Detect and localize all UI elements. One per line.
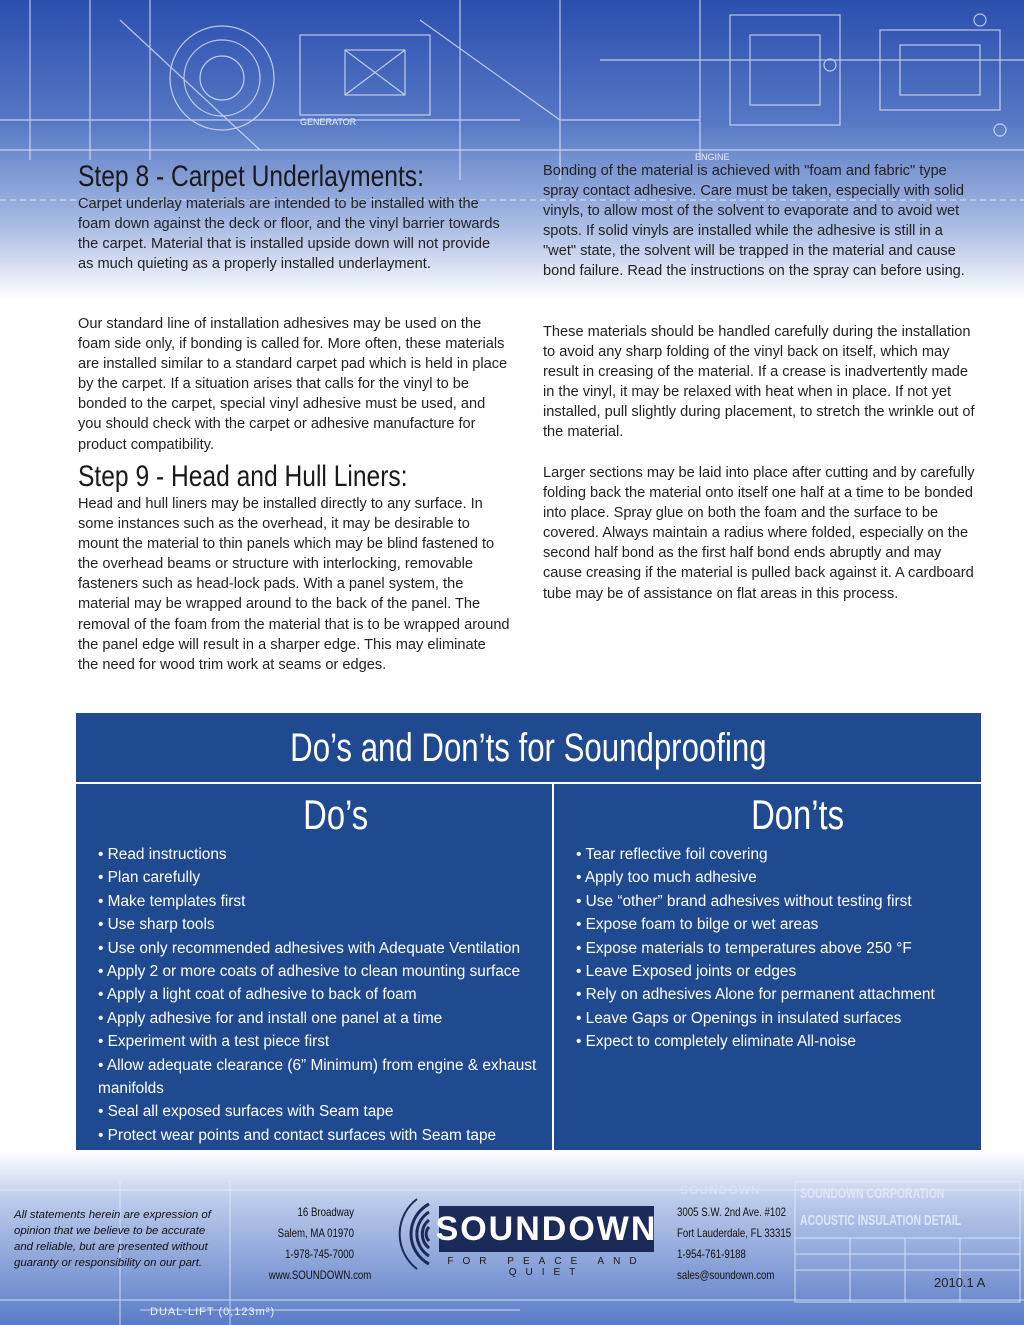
- dos-list-item: • Protect wear points and contact surfaces with Seam tape: [98, 1124, 538, 1147]
- donts-list-item: • Expose materials to temperatures above 250 °F: [576, 937, 971, 960]
- dos-list-item: • Use sharp tools: [98, 913, 538, 936]
- blueprint-detail-title: ACOUSTIC INSULATION DETAIL: [800, 1212, 962, 1229]
- soundown-logo: [361, 1194, 661, 1278]
- engine-label: ENGINE: [695, 152, 730, 162]
- salem-address: [250, 1202, 372, 1286]
- disclaimer: All statements herein are expression of opinion that we believe to be accurate and reliable, but are presented without guaranty or responsibility on our part.: [14, 1209, 211, 1269]
- donts-list-item: • Apply too much adhesive: [576, 866, 971, 889]
- blueprint-corporation: SOUNDOWN CORPORATION: [800, 1185, 945, 1202]
- dos-list-item: • Seal all exposed surfaces with Seam tape: [98, 1100, 538, 1123]
- address-city: Salem, MA 01970: [277, 1226, 354, 1240]
- dos-list-item: • Plan carefully: [98, 866, 538, 889]
- column-divider: [552, 784, 554, 1180]
- donts-list-item: • Leave Exposed joints or edges: [576, 960, 971, 983]
- address-phone-2: 1-954-761-9188: [677, 1247, 746, 1261]
- dos-donts-title-bar: [76, 713, 981, 783]
- donts-list-item: • Rely on adhesives Alone for permanent attachment: [576, 983, 971, 1006]
- generator-label: GENERATOR: [300, 117, 357, 127]
- dos-heading: Do’s: [303, 791, 369, 838]
- step8-paragraph-2: Our standard line of installation adhesives may be used on the foam side only, if bonding is called for. More often, these materials are installed similar to a standard carpet pad which is held in place by the carpet. If a situation arises that calls for the vinyl to be bonded to the carpet, special vinyl adhesive must be used, and you should check with the carpet or adhesive manufacture for product compatibility.: [78, 316, 508, 453]
- dos-list-item: • Allow adequate clearance (6” Minimum) from engine & exhaust manifolds: [98, 1054, 538, 1101]
- donts-list-item: • Expose foam to bilge or wet areas: [576, 913, 971, 936]
- dos-list-item: • Apply adhesive for and install one panel at a time: [98, 1007, 538, 1030]
- fort-lauderdale-address: [677, 1202, 816, 1286]
- dos-list-item: • Apply 2 or more coats of adhesive to clean mounting surface: [98, 960, 538, 983]
- dos-list-item: • Apply a light coat of adhesive to back of foam: [98, 983, 538, 1006]
- step9-heading: Step 9 - Head and Hull Liners:: [78, 460, 408, 493]
- step8-heading: Step 8 - Carpet Underlayments:: [78, 160, 424, 193]
- dos-list-item: • Use only recommended adhesives with Adequate Ventilation: [98, 937, 538, 960]
- dos-list-item: • Read instructions: [98, 843, 538, 866]
- logo-tagline: FOR PEACE AND QUIET: [447, 1256, 646, 1278]
- donts-list-item: • Tear reflective foil covering: [576, 843, 971, 866]
- donts-list: [576, 843, 971, 1054]
- address-street-2: 3005 S.W. 2nd Ave. #102: [677, 1205, 787, 1219]
- donts-heading: Don’ts: [751, 791, 844, 838]
- address-phone: 1-978-745-7000: [285, 1247, 354, 1261]
- right-paragraph-2: These materials should be handled carefully during the installation to avoid any sharp folding of the vinyl back on itself, which may result in creasing of the material. If a crease is inadvertently made in the vinyl, it may be relaxed with heat when in place. If not yet installed, pull slightly during placement, to stretch the wrinkle out of the material.: [543, 324, 975, 441]
- sales-email-link[interactable]: sales@soundown.com: [677, 1268, 775, 1282]
- dos-donts-title: Do’s and Don’ts for Soundproofing: [290, 725, 767, 770]
- dos-donts-panel: [76, 713, 981, 1180]
- revision-number: 2010.1 A: [934, 1275, 986, 1290]
- right-paragraph-3: Larger sections may be laid into place after cutting and by carefully folding back the material onto itself one half at a time to be bonded into place. Spray glue on both the foam and the surface to be covered. Always maintain a radius where folded, especially on the second half bond as the first half bond ends abruptly and may cause creasing if the material is pulled back against it. A cardboard tube may be of assistance on flat areas in this process.: [543, 465, 975, 602]
- donts-list-item: • Use “other” brand adhesives without testing first: [576, 890, 971, 913]
- address-city-2: Fort Lauderdale, FL 33315: [677, 1226, 792, 1240]
- dos-list-item: • Make templates first: [98, 890, 538, 913]
- website-link[interactable]: www.SOUNDOWN.com: [268, 1268, 372, 1282]
- title-divider: [76, 782, 981, 784]
- sound-waves-icon: [361, 1194, 439, 1274]
- step9-paragraph-1: Head and hull liners may be installed directly to any surface. In some instances such as the overhead, it may be desirable to mount the material to thin panels which may be blind fastened to the overhead beams or structure with interlocking, removable fasteners such as head-lock pads. With a panel system, the material may be wrapped around to the back of the panel. The removal of the foam from the material that is to be wrapped around the panel edge will result in a sharper edge. This may eliminate the need for wood trim work at seams or edges.: [78, 496, 510, 673]
- step8-paragraph-1: Carpet underlay materials are intended to be installed with the foam down against the deck or floor, and the vinyl barrier towards the carpet. Material that is installed upside down will not provide as much quieting as a properly installed underlayment.: [78, 196, 500, 273]
- logo-wordmark: SOUNDOWN: [439, 1206, 654, 1252]
- dos-list: [98, 843, 538, 1171]
- address-street: 16 Broadway: [297, 1205, 354, 1219]
- blueprint-brand: SOUNDOWN: [680, 1183, 761, 1197]
- donts-list-item: • Expect to completely eliminate All-noise: [576, 1030, 971, 1053]
- right-paragraph-1: Bonding of the material is achieved with "foam and fabric" type spray contact adhesive. Care must be taken, especially with solid vinyls, to allow most of the solvent to evaporate and to avoid wet spots. If solid vinyls are installed while the adhesive is still in a "wet" state, the solvent will be trapped in the material and cause bond failure. Read the instructions on the spray can before using.: [543, 163, 965, 280]
- dos-list-item: • Experiment with a test piece first: [98, 1030, 538, 1053]
- blueprint-note: DUAL-LIFT (0,123m²): [150, 1306, 276, 1318]
- donts-list-item: • Leave Gaps or Openings in insulated surfaces: [576, 1007, 971, 1030]
